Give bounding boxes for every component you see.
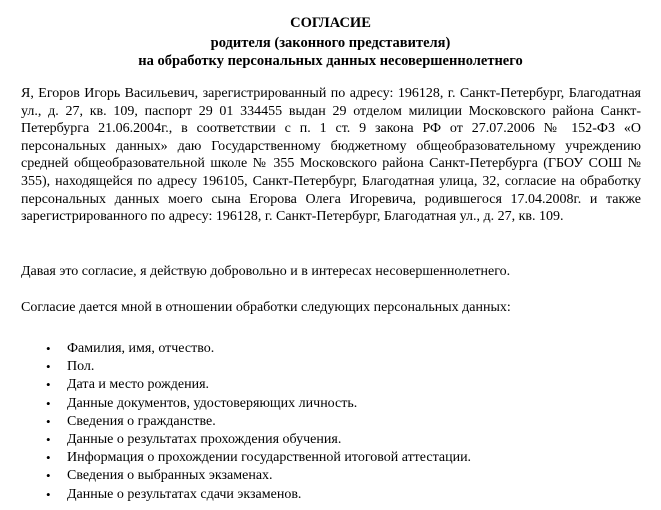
consent-main-paragraph: Я, Егоров Игорь Васильевич, зарегистрированный по адресу: 196128, г. Санкт-Петербург, Благодатная ул., д. 27, кв. 109, паспорт 29 01 334455 выдан 29 отделом милиции Московского района Санкт-Петербурга 21.06.2004г., в соответствии с п. 1 ст. 9 закона РФ от 27.07.2006 № 152-ФЗ «О персональных данных» даю Государственному бюджетному общеобразовательному учреждению средней общеобразовательной школе № 355 Московского района Санкт-Петербурга (ГБОУ СОШ № 355), находящейся по адресу 196105, Санкт-Петербург, Благодатная улица, 32, согласие на обработку персональных данных моего сына Егорова Олега Игоревича, родившегося 17.04.2008г. и также зарегистрированного по адресу: 196128, г. Санкт-Петербург, Благодатная ул., д. 27, кв. 109. [21, 86, 641, 225]
document-title: СОГЛАСИЕ [290, 15, 371, 31]
bullet-icon: • [46, 395, 51, 411]
voluntary-statement-paragraph: Давая это согласие, я действую добровольно и в интересах несовершеннолетнего. [21, 264, 511, 279]
bullet-icon: • [46, 450, 51, 466]
list-item-text: Информация о прохождении государственной итоговой аттестации. [67, 450, 472, 466]
document-subtitle-line2: на обработку персональных данных несовершеннолетнего [138, 53, 523, 69]
bullet-icon: • [46, 341, 51, 356]
data-list-intro-paragraph: Согласие дается мной в отношении обработки следующих персональных данных: [21, 300, 511, 315]
list-item [0, 413, 661, 431]
list-item [0, 340, 661, 358]
list-item-text: Сведения о выбранных экзаменах. [67, 468, 273, 484]
list-item-text: Дата и место рождения. [67, 377, 210, 393]
bullet-icon: • [46, 377, 51, 393]
bullet-icon: • [46, 486, 51, 502]
list-item-text: Сведения о гражданстве. [67, 413, 216, 429]
list-item [0, 449, 661, 467]
list-item-text: Пол. [67, 359, 95, 375]
document-subtitle-line1: родителя (законного представителя) [210, 35, 451, 51]
bullet-icon: • [46, 413, 51, 429]
personal-data-list [0, 340, 661, 504]
list-item-text: Данные о результатах сдачи экзаменов. [67, 486, 302, 502]
bullet-icon: • [46, 359, 51, 375]
list-item [0, 467, 661, 485]
list-item [0, 431, 661, 449]
list-item [0, 376, 661, 394]
list-item [0, 395, 661, 413]
bullet-icon: • [46, 468, 51, 484]
list-item [0, 486, 661, 504]
bullet-icon: • [46, 431, 51, 447]
list-item-text: Фамилия, имя, отчество. [67, 341, 215, 356]
list-item-text: Данные документов, удостоверяющих личность. [67, 395, 358, 411]
list-item-text: Данные о результатах прохождения обучения. [67, 431, 342, 447]
list-item [0, 358, 661, 376]
